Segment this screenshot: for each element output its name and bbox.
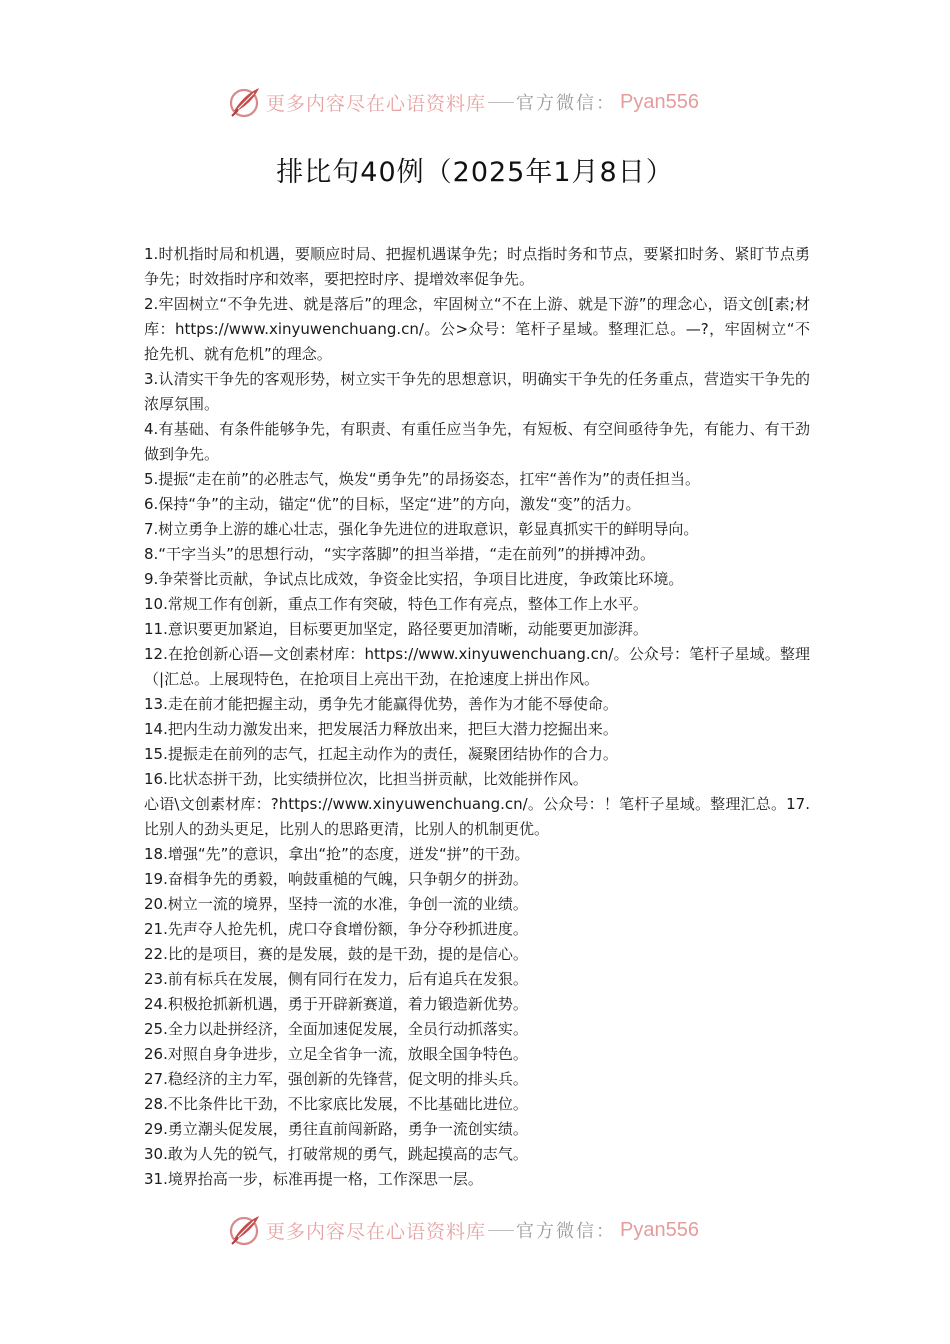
paragraph: 19.奋楫争先的勇毅，响鼓重槌的气魄，只争朝夕的拼劲。 [144,870,528,888]
banner-dash [488,102,514,103]
paragraph: 23.前有标兵在发展，侧有同行在发力，后有追兵在发狠。 [144,970,528,988]
footer-banner-inner [228,1208,699,1252]
paragraph: 13.走在前才能把握主动，勇争先才能赢得优势，善作为才能不辱使命。 [144,695,618,713]
header-banner-inner [228,80,699,124]
paragraph: 21.先声夺人抢先机，虎口夺食增份额，争分夺秒抓进度。 [144,920,528,938]
paragraph: 2.牢固树立“不争先进、就是落后”的理念，牢固树立“不在上游、就是下游”的理念心，语文创[素;材库：https://www.xinyuwenchuang.cn/。公>众号：笔杆子星域。整理汇总。—?，牢固树立“不抢先机、就有危机”的理念。 [144,295,810,363]
paragraph: 28.不比条件比干劲，不比家底比发展，不比基础比进位。 [144,1095,528,1113]
paragraph: 3.认清实干争先的客观形势，树立实干争先的思想意识，明确实干争先的任务重点，营造实干争先的浓厚氛围。 [144,370,810,413]
paragraph: 12.在抢创新心语—文创素材库：https://www.xinyuwenchuang.cn/。公众号：笔杆子星域。整理（|汇总。上展现特色，在抢项目上亮出干劲，在抢速度上拼出作风。 [144,645,810,688]
paragraph: 7.树立勇争上游的雄心壮志，强化争先进位的进取意识，彰显真抓实干的鲜明导向。 [144,520,699,538]
header-banner [0,80,950,124]
banner-wechat-id: Pyan556 [620,90,699,113]
footer-banner [0,1208,950,1252]
paragraph: 24.积极抢抓新机遇，勇于开辟新赛道，着力锻造新优势。 [144,995,528,1013]
paragraph: 25.全力以赴拼经济，全面加速促发展，全员行动抓落实。 [144,1020,528,1038]
banner-subtitle: 官方微信： [516,1221,617,1242]
paragraph: 31.境界抬高一步，标准再提一格，工作深思一层。 [144,1170,483,1188]
paragraph: 14.把内生动力激发出来，把发展活力释放出来，把巨大潜力挖掘出来。 [144,720,618,738]
paragraph: 15.提振走在前列的志气，扛起主动作为的责任，凝聚团结协作的合力。 [144,745,618,763]
paragraph: 30.敢为人先的锐气，打破常规的勇气，跳起摸高的志气。 [144,1145,528,1163]
banner-subtitle: 官方微信： [516,93,617,114]
paragraph: 5.提振“走在前”的必胜志气，焕发“勇争先”的昂扬姿态，扛牢“善作为”的责任担当。 [144,470,700,488]
paragraph: 22.比的是项目，赛的是发展，鼓的是干劲，提的是信心。 [144,945,528,963]
paragraph: 27.稳经济的主力军，强创新的先锋营，促文明的排头兵。 [144,1070,528,1088]
banner-title: 更多内容尽在心语资料库 [266,92,487,115]
page-title: 排比句40例（2025年1月8日） [276,157,674,188]
paragraph: 16.比状态拼干劲，比实绩拼位次，比担当拼贡献，比效能拼作风。 [144,770,588,788]
quill-logo-icon [228,1213,262,1247]
paragraph: 18.增强“先”的意识，拿出“抢”的态度，迸发“拼”的干劲。 [144,845,530,863]
banner-wechat-id: Pyan556 [620,1218,699,1241]
paragraph: 26.对照自身争进步，立足全省争一流，放眼全国争特色。 [144,1045,528,1063]
paragraph: 10.常规工作有创新，重点工作有突破，特色工作有亮点，整体工作上水平。 [144,595,648,613]
banner-dash [488,1230,514,1231]
paragraph: 29.勇立潮头促发展，勇往直前闯新路，勇争一流创实绩。 [144,1120,528,1138]
paragraph: 6.保持“争”的主动，锚定“优”的目标，坚定“进”的方向，激发“变”的活力。 [144,495,641,513]
paragraph: 8.“干字当头”的思想行动，“实字落脚”的担当举措，“走在前列”的拼搏冲劲。 [144,545,655,563]
paragraph: 4.有基础、有条件能够争先，有职责、有重任应当争先，有短板、有空间亟待争先，有能力、有干劲做到争先。 [144,420,810,463]
paragraph: 11.意识要更加紧迫，目标要更加坚定，路径要更加清晰，动能要更加澎湃。 [144,620,648,638]
quill-logo-icon [228,85,262,119]
paragraph: 心语\文创素材库：?https://www.xinyuwenchuang.cn/。公众号：！笔杆子星域。整理汇总。17.比别人的劲头更足，比别人的思路更清，比别人的机制更优。 [144,795,810,838]
document-body [144,242,810,1192]
paragraph: 9.争荣誉比贡献，争试点比成效，争资金比实招，争项目比进度，争政策比环境。 [144,570,684,588]
paragraph: 20.树立一流的境界，坚持一流的水准，争创一流的业绩。 [144,895,528,913]
banner-title: 更多内容尽在心语资料库 [266,1220,487,1243]
paragraph: 1.时机指时局和机遇，要顺应时局、把握机遇谋争先；时点指时务和节点，要紧扣时务、紧盯节点勇争先；时效指时序和效率，要把控时序、提增效率促争先。 [144,245,810,288]
